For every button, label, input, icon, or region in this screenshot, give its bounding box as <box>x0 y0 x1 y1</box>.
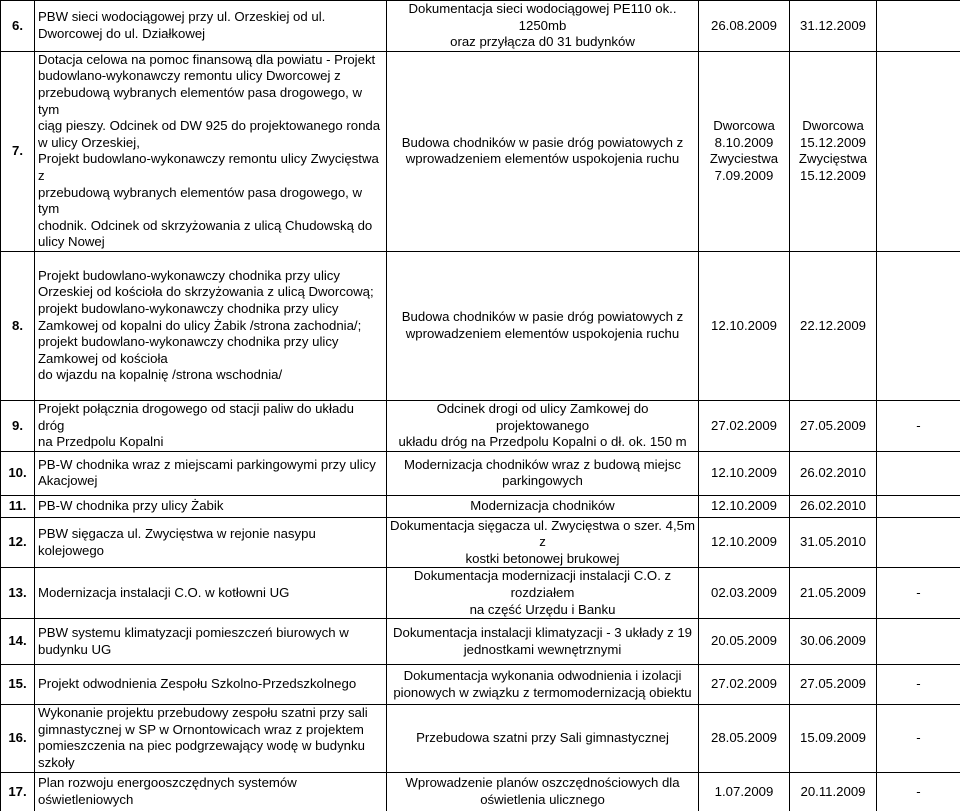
cell-line: oświetlenia ulicznego <box>480 792 605 807</box>
table-row <box>1 568 960 619</box>
cell-line: 26.02.2010 <box>800 465 866 480</box>
cell-line: PBW sięgacza ul. Zwycięstwa w rejonie nasypu kolejowego <box>38 526 316 558</box>
end-date-cell <box>790 51 877 251</box>
cell-line: 12.10.2009 <box>711 318 777 333</box>
task-cell <box>35 568 387 619</box>
cell-line: Zamkowej od kopalni do ulicy Żabik /strona zachodnia/; <box>38 318 361 333</box>
start-date-cell <box>699 705 790 772</box>
scope-cell <box>387 1 699 52</box>
cell-line: Budowa chodników w pasie dróg powiatowych z <box>402 309 684 324</box>
cell-line: 27.02.2009 <box>711 676 777 691</box>
cell-line: kostki betonowej brukowej <box>466 551 620 566</box>
task-cell <box>35 619 387 665</box>
table-row <box>1 705 960 772</box>
scope-cell <box>387 619 699 665</box>
cell-line: 20.05.2009 <box>711 633 777 648</box>
row-number: 14. <box>1 619 35 665</box>
cell-line: 31.05.2010 <box>800 534 866 549</box>
cell-line: Projekt połącznia drogowego od stacji paliw do układu dróg <box>38 401 354 433</box>
cell-line: PB-W chodnika przy ulicy Żabik <box>38 498 223 513</box>
cell-line: chodnik. Odcinek od skrzyżowania z ulicą Chudowską do <box>38 218 372 233</box>
cell-line: Dworcowej do ul. Działkowej <box>38 26 205 41</box>
cell-line: 30.06.2009 <box>800 633 866 648</box>
cell-line: Zwyciestwa <box>710 151 778 166</box>
start-date-cell <box>699 451 790 495</box>
row-number: 15. <box>1 665 35 705</box>
start-date-cell <box>699 495 790 517</box>
remarks-cell: - <box>877 400 960 451</box>
cell-line: 27.05.2009 <box>800 418 866 433</box>
end-date-cell <box>790 400 877 451</box>
cell-line: Dokumentacja modernizacji instalacji C.O. z rozdziałem <box>414 568 671 600</box>
start-date-cell <box>699 1 790 52</box>
row-number: 16. <box>1 705 35 772</box>
cell-line: Dokumentacja sieci wodociągowej PE110 ok.. 1250mb <box>408 1 676 33</box>
row-number: 17. <box>1 772 35 811</box>
remarks-cell: - <box>877 568 960 619</box>
scope-cell <box>387 495 699 517</box>
scope-cell <box>387 772 699 811</box>
cell-line: Dokumentacja sięgacza ul. Zwycięstwa o szer. 4,5m z <box>390 518 695 550</box>
cell-line: ciąg pieszy. Odcinek od DW 925 do projektowanego ronda <box>38 118 380 133</box>
cell-line: Orzeskiej od kościoła do skrzyżowania z ulicą Dworcową; <box>38 284 374 299</box>
start-date-cell <box>699 400 790 451</box>
task-cell <box>35 251 387 400</box>
cell-line: parkingowych <box>502 473 583 488</box>
row-number: 9. <box>1 400 35 451</box>
start-date-cell <box>699 517 790 568</box>
start-date-cell <box>699 51 790 251</box>
end-date-cell <box>790 619 877 665</box>
cell-line: Wykonanie projektu przebudowy zespołu szatni przy sali <box>38 705 368 720</box>
task-cell <box>35 517 387 568</box>
task-cell <box>35 51 387 251</box>
cell-line: Modernizacja instalacji C.O. w kotłowni UG <box>38 585 289 600</box>
row-number: 8. <box>1 251 35 400</box>
table-row <box>1 619 960 665</box>
task-cell <box>35 400 387 451</box>
cell-line: 21.05.2009 <box>800 585 866 600</box>
cell-line: 7.09.2009 <box>715 168 774 183</box>
scope-cell <box>387 451 699 495</box>
scope-cell <box>387 568 699 619</box>
cell-line: gimnastycznej w SP w Ornontowicach wraz z projektem <box>38 722 364 737</box>
start-date-cell <box>699 665 790 705</box>
row-number: 13. <box>1 568 35 619</box>
cell-line: przebudową wybranych elementów pasa drogowego, w tym <box>38 85 362 117</box>
start-date-cell <box>699 568 790 619</box>
end-date-cell <box>790 665 877 705</box>
table-row <box>1 51 960 251</box>
cell-line: 15.12.2009 <box>800 168 866 183</box>
end-date-cell <box>790 251 877 400</box>
cell-line: Odcinek drogi od ulicy Zamkowej do projektowanego <box>437 401 649 433</box>
table-row <box>1 772 960 811</box>
cell-line: PBW systemu klimatyzacji pomieszczeń biurowych w <box>38 625 349 640</box>
cell-line: 22.12.2009 <box>800 318 866 333</box>
remarks-cell: - <box>877 665 960 705</box>
cell-line: Budowa chodników w pasie dróg powiatowych z <box>402 135 684 150</box>
task-cell <box>35 772 387 811</box>
start-date-cell <box>699 619 790 665</box>
scope-cell <box>387 665 699 705</box>
cell-line: jednostkami wewnętrznymi <box>464 642 622 657</box>
cell-line: 20.11.2009 <box>800 784 865 799</box>
end-date-cell <box>790 517 877 568</box>
cell-line: Zamkowej od kościoła <box>38 351 168 366</box>
scope-cell <box>387 517 699 568</box>
cell-line: 12.10.2009 <box>711 498 777 513</box>
scope-cell <box>387 251 699 400</box>
task-cell <box>35 495 387 517</box>
cell-line: Modernizacja chodników wraz z budową miejsc <box>404 457 681 472</box>
cell-line: Dotacja celowa na pomoc finansową dla powiatu - Projekt <box>38 52 375 67</box>
task-cell <box>35 1 387 52</box>
cell-line: 27.05.2009 <box>800 676 866 691</box>
cell-line: 26.08.2009 <box>711 18 777 33</box>
row-number: 7. <box>1 51 35 251</box>
table-row <box>1 665 960 705</box>
cell-line: pomieszczenia na piec podgrzewający wodę w budynku <box>38 738 365 753</box>
cell-line: Projekt budowlano-wykonawczy chodnika przy ulicy <box>38 268 340 283</box>
cell-line: Akacjowej <box>38 473 97 488</box>
cell-line: na część Urzędu i Banku <box>470 602 616 617</box>
row-number: 11. <box>1 495 35 517</box>
cell-line: Projekt budowlano-wykonawczy remontu ulicy Zwycięstwa z <box>38 151 379 183</box>
remarks-cell: - <box>877 772 960 811</box>
cell-line: PB-W chodnika wraz z miejscami parkingowymi przy ulicy <box>38 457 376 472</box>
scope-cell <box>387 51 699 251</box>
cell-line: Plan rozwoju energooszczędnych systemów <box>38 775 297 790</box>
cell-line: 28.05.2009 <box>711 730 777 745</box>
scope-cell <box>387 400 699 451</box>
cell-line: 15.12.2009 <box>800 135 866 150</box>
remarks-cell <box>877 495 960 517</box>
end-date-cell <box>790 568 877 619</box>
remarks-cell <box>877 251 960 400</box>
cell-line: do wjazdu na kopalnię /strona wschodnia/ <box>38 367 282 382</box>
table-row <box>1 517 960 568</box>
table-row <box>1 451 960 495</box>
cell-line: ulicy Nowej <box>38 234 105 249</box>
row-number: 10. <box>1 451 35 495</box>
cell-line: Przebudowa szatni przy Sali gimnastycznej <box>416 730 669 745</box>
cell-line: 31.12.2009 <box>800 18 866 33</box>
task-cell <box>35 705 387 772</box>
end-date-cell <box>790 772 877 811</box>
cell-line: 1.07.2009 <box>715 784 774 799</box>
cell-line: układu dróg na Przedpolu Kopalni o dł. ok. 150 m <box>398 434 686 449</box>
cell-line: 12.10.2009 <box>711 465 777 480</box>
table-row <box>1 251 960 400</box>
end-date-cell <box>790 1 877 52</box>
cell-line: przebudową wybranych elementów pasa drogowego, w tym <box>38 185 362 217</box>
remarks-cell <box>877 517 960 568</box>
table-row <box>1 495 960 517</box>
cell-line: w ulicy Orzeskiej, <box>38 135 140 150</box>
end-date-cell <box>790 495 877 517</box>
start-date-cell <box>699 251 790 400</box>
row-number: 12. <box>1 517 35 568</box>
cell-line: Dokumentacja instalacji klimatyzacji - 3 układy z 19 <box>393 625 692 640</box>
cell-line: Projekt odwodnienia Zespołu Szkolno-Przedszkolnego <box>38 676 356 691</box>
cell-line: budowlano-wykonawczy remontu ulicy Dworcowej z <box>38 68 341 83</box>
cell-line: Zwycięstwa <box>799 151 867 166</box>
cell-line: Dworcowa <box>713 118 775 133</box>
cell-line: Dworcowa <box>802 118 864 133</box>
end-date-cell <box>790 705 877 772</box>
cell-line: wprowadzeniem elementów uspokojenia ruchu <box>406 151 679 166</box>
cell-line: wprowadzeniem elementów uspokojenia ruchu <box>406 326 679 341</box>
cell-line: na Przedpolu Kopalni <box>38 434 163 449</box>
remarks-cell: - <box>877 705 960 772</box>
cell-line: szkoły <box>38 755 75 770</box>
scope-cell <box>387 705 699 772</box>
cell-line: 26.02.2010 <box>800 498 866 513</box>
cell-line: 8.10.2009 <box>715 135 774 150</box>
remarks-cell <box>877 619 960 665</box>
start-date-cell <box>699 772 790 811</box>
table-row <box>1 1 960 52</box>
cell-line: Modernizacja chodników <box>470 498 614 513</box>
cell-line: projekt budowlano-wykonawczy chodnika przy ulicy <box>38 334 339 349</box>
remarks-cell <box>877 451 960 495</box>
cell-line: budynku UG <box>38 642 111 657</box>
task-cell <box>35 665 387 705</box>
cell-line: Wprowadzenie planów oszczędnościowych dla <box>405 775 679 790</box>
cell-line: Dokumentacja wykonania odwodnienia i izolacji <box>404 668 682 683</box>
remarks-cell <box>877 1 960 52</box>
cell-line: projekt budowlano-wykonawczy chodnika przy ulicy <box>38 301 339 316</box>
cell-line: oświetleniowych <box>38 792 133 807</box>
table-body <box>1 1 960 811</box>
cell-line: 15.09.2009 <box>800 730 866 745</box>
end-date-cell <box>790 451 877 495</box>
cell-line: 12.10.2009 <box>711 534 777 549</box>
cell-line: PBW sieci wodociągowej przy ul. Orzeskiej od ul. <box>38 9 325 24</box>
cell-line: pionowych w związku z termomodernizacją obiektu <box>393 685 691 700</box>
cell-line: oraz przyłącza d0 31 budynków <box>450 34 635 49</box>
remarks-cell <box>877 51 960 251</box>
row-number: 6. <box>1 1 35 52</box>
table-row <box>1 400 960 451</box>
cell-line: 02.03.2009 <box>711 585 777 600</box>
task-cell <box>35 451 387 495</box>
cell-line: 27.02.2009 <box>711 418 777 433</box>
